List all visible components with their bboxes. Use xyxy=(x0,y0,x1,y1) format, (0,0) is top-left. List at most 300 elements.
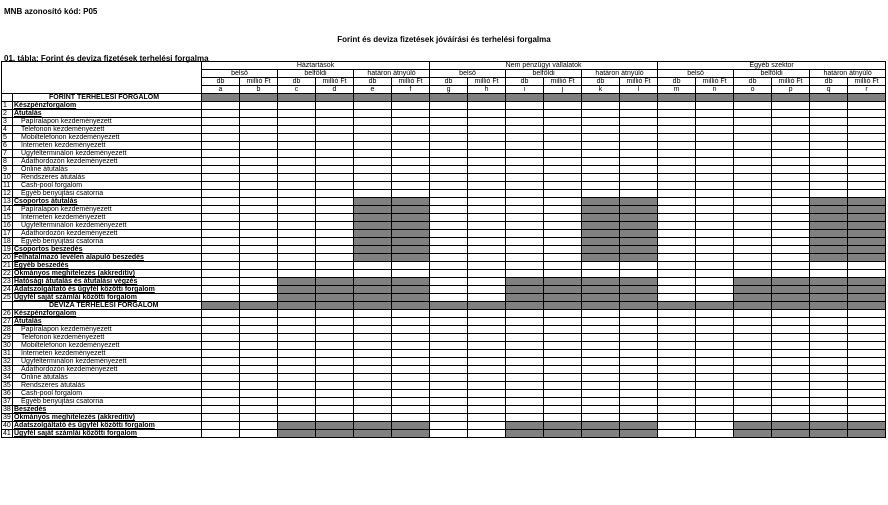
data-cell[interactable] xyxy=(772,102,810,110)
data-cell[interactable] xyxy=(430,134,468,142)
data-cell[interactable] xyxy=(430,358,468,366)
data-cell[interactable] xyxy=(582,366,620,374)
data-cell[interactable] xyxy=(240,326,278,334)
data-cell[interactable] xyxy=(316,214,354,222)
data-cell[interactable] xyxy=(772,358,810,366)
data-cell[interactable] xyxy=(734,182,772,190)
data-cell[interactable] xyxy=(392,334,430,342)
data-cell[interactable] xyxy=(696,254,734,262)
data-cell[interactable] xyxy=(392,134,430,142)
data-cell[interactable] xyxy=(696,358,734,366)
data-cell[interactable] xyxy=(278,334,316,342)
data-cell[interactable] xyxy=(582,390,620,398)
data-cell[interactable] xyxy=(772,150,810,158)
data-cell[interactable] xyxy=(468,254,506,262)
data-cell[interactable] xyxy=(240,134,278,142)
data-cell[interactable] xyxy=(316,334,354,342)
data-cell[interactable] xyxy=(658,398,696,406)
data-cell[interactable] xyxy=(202,110,240,118)
data-cell[interactable] xyxy=(240,206,278,214)
data-cell[interactable] xyxy=(696,206,734,214)
data-cell[interactable] xyxy=(240,342,278,350)
data-cell[interactable] xyxy=(468,118,506,126)
data-cell[interactable] xyxy=(354,142,392,150)
data-cell[interactable] xyxy=(468,158,506,166)
data-cell[interactable] xyxy=(772,222,810,230)
data-cell[interactable] xyxy=(240,334,278,342)
data-cell[interactable] xyxy=(772,374,810,382)
data-cell[interactable] xyxy=(620,406,658,414)
data-cell[interactable] xyxy=(506,118,544,126)
data-cell[interactable] xyxy=(354,262,392,270)
data-cell[interactable] xyxy=(772,270,810,278)
data-cell[interactable] xyxy=(202,350,240,358)
data-cell[interactable] xyxy=(582,310,620,318)
data-cell[interactable] xyxy=(848,366,886,374)
data-cell[interactable] xyxy=(392,318,430,326)
data-cell[interactable] xyxy=(430,334,468,342)
data-cell[interactable] xyxy=(734,310,772,318)
data-cell[interactable] xyxy=(468,398,506,406)
data-cell[interactable] xyxy=(506,110,544,118)
data-cell[interactable] xyxy=(506,174,544,182)
data-cell[interactable] xyxy=(430,222,468,230)
data-cell[interactable] xyxy=(772,182,810,190)
data-cell[interactable] xyxy=(354,182,392,190)
data-cell[interactable] xyxy=(202,166,240,174)
data-cell[interactable] xyxy=(658,430,696,438)
data-cell[interactable] xyxy=(506,318,544,326)
data-cell[interactable] xyxy=(354,406,392,414)
data-cell[interactable] xyxy=(734,414,772,422)
data-cell[interactable] xyxy=(278,382,316,390)
data-cell[interactable] xyxy=(544,206,582,214)
data-cell[interactable] xyxy=(620,310,658,318)
data-cell[interactable] xyxy=(316,238,354,246)
data-cell[interactable] xyxy=(354,382,392,390)
data-cell[interactable] xyxy=(468,166,506,174)
data-cell[interactable] xyxy=(506,238,544,246)
data-cell[interactable] xyxy=(392,326,430,334)
data-cell[interactable] xyxy=(430,414,468,422)
data-cell[interactable] xyxy=(240,270,278,278)
data-cell[interactable] xyxy=(278,222,316,230)
data-cell[interactable] xyxy=(734,334,772,342)
data-cell[interactable] xyxy=(202,142,240,150)
data-cell[interactable] xyxy=(696,318,734,326)
data-cell[interactable] xyxy=(658,102,696,110)
data-cell[interactable] xyxy=(620,102,658,110)
data-cell[interactable] xyxy=(392,142,430,150)
data-cell[interactable] xyxy=(468,406,506,414)
data-cell[interactable] xyxy=(316,398,354,406)
data-cell[interactable] xyxy=(240,222,278,230)
data-cell[interactable] xyxy=(734,406,772,414)
data-cell[interactable] xyxy=(468,182,506,190)
data-cell[interactable] xyxy=(696,398,734,406)
data-cell[interactable] xyxy=(658,166,696,174)
data-cell[interactable] xyxy=(354,358,392,366)
data-cell[interactable] xyxy=(468,310,506,318)
data-cell[interactable] xyxy=(620,150,658,158)
data-cell[interactable] xyxy=(658,118,696,126)
data-cell[interactable] xyxy=(772,254,810,262)
data-cell[interactable] xyxy=(468,222,506,230)
data-cell[interactable] xyxy=(468,174,506,182)
data-cell[interactable] xyxy=(430,382,468,390)
data-cell[interactable] xyxy=(848,118,886,126)
data-cell[interactable] xyxy=(316,342,354,350)
data-cell[interactable] xyxy=(658,254,696,262)
data-cell[interactable] xyxy=(240,422,278,430)
data-cell[interactable] xyxy=(430,254,468,262)
data-cell[interactable] xyxy=(658,294,696,302)
data-cell[interactable] xyxy=(316,174,354,182)
data-cell[interactable] xyxy=(734,366,772,374)
data-cell[interactable] xyxy=(658,318,696,326)
data-cell[interactable] xyxy=(240,246,278,254)
data-cell[interactable] xyxy=(278,254,316,262)
data-cell[interactable] xyxy=(848,166,886,174)
data-cell[interactable] xyxy=(392,374,430,382)
data-cell[interactable] xyxy=(468,334,506,342)
data-cell[interactable] xyxy=(696,406,734,414)
data-cell[interactable] xyxy=(468,318,506,326)
data-cell[interactable] xyxy=(240,126,278,134)
data-cell[interactable] xyxy=(240,318,278,326)
data-cell[interactable] xyxy=(240,198,278,206)
data-cell[interactable] xyxy=(468,150,506,158)
data-cell[interactable] xyxy=(620,342,658,350)
data-cell[interactable] xyxy=(696,134,734,142)
data-cell[interactable] xyxy=(582,270,620,278)
data-cell[interactable] xyxy=(544,262,582,270)
data-cell[interactable] xyxy=(620,142,658,150)
data-cell[interactable] xyxy=(658,278,696,286)
data-cell[interactable] xyxy=(278,270,316,278)
data-cell[interactable] xyxy=(506,182,544,190)
data-cell[interactable] xyxy=(392,150,430,158)
data-cell[interactable] xyxy=(696,286,734,294)
data-cell[interactable] xyxy=(620,382,658,390)
data-cell[interactable] xyxy=(544,398,582,406)
data-cell[interactable] xyxy=(430,310,468,318)
data-cell[interactable] xyxy=(392,342,430,350)
data-cell[interactable] xyxy=(696,102,734,110)
data-cell[interactable] xyxy=(810,406,848,414)
data-cell[interactable] xyxy=(240,414,278,422)
data-cell[interactable] xyxy=(202,358,240,366)
data-cell[interactable] xyxy=(772,174,810,182)
data-cell[interactable] xyxy=(544,142,582,150)
data-cell[interactable] xyxy=(734,158,772,166)
data-cell[interactable] xyxy=(506,246,544,254)
data-cell[interactable] xyxy=(544,230,582,238)
data-cell[interactable] xyxy=(202,326,240,334)
data-cell[interactable] xyxy=(658,190,696,198)
data-cell[interactable] xyxy=(506,414,544,422)
data-cell[interactable] xyxy=(696,222,734,230)
data-cell[interactable] xyxy=(468,358,506,366)
data-cell[interactable] xyxy=(316,118,354,126)
data-cell[interactable] xyxy=(506,334,544,342)
data-cell[interactable] xyxy=(696,422,734,430)
data-cell[interactable] xyxy=(544,182,582,190)
data-cell[interactable] xyxy=(354,374,392,382)
data-cell[interactable] xyxy=(506,310,544,318)
data-cell[interactable] xyxy=(468,214,506,222)
data-cell[interactable] xyxy=(620,318,658,326)
data-cell[interactable] xyxy=(202,414,240,422)
data-cell[interactable] xyxy=(658,134,696,142)
data-cell[interactable] xyxy=(696,382,734,390)
data-cell[interactable] xyxy=(582,374,620,382)
data-cell[interactable] xyxy=(848,150,886,158)
data-cell[interactable] xyxy=(696,294,734,302)
data-cell[interactable] xyxy=(734,198,772,206)
data-cell[interactable] xyxy=(240,254,278,262)
data-cell[interactable] xyxy=(772,110,810,118)
data-cell[interactable] xyxy=(468,286,506,294)
data-cell[interactable] xyxy=(810,190,848,198)
data-cell[interactable] xyxy=(658,334,696,342)
data-cell[interactable] xyxy=(468,102,506,110)
data-cell[interactable] xyxy=(848,318,886,326)
data-cell[interactable] xyxy=(810,166,848,174)
data-cell[interactable] xyxy=(316,150,354,158)
data-cell[interactable] xyxy=(772,350,810,358)
data-cell[interactable] xyxy=(354,398,392,406)
data-cell[interactable] xyxy=(430,206,468,214)
data-cell[interactable] xyxy=(848,158,886,166)
data-cell[interactable] xyxy=(544,198,582,206)
data-cell[interactable] xyxy=(658,366,696,374)
data-cell[interactable] xyxy=(202,318,240,326)
data-cell[interactable] xyxy=(278,358,316,366)
data-cell[interactable] xyxy=(278,318,316,326)
data-cell[interactable] xyxy=(582,334,620,342)
data-cell[interactable] xyxy=(202,222,240,230)
data-cell[interactable] xyxy=(354,414,392,422)
data-cell[interactable] xyxy=(202,270,240,278)
data-cell[interactable] xyxy=(278,246,316,254)
data-cell[interactable] xyxy=(506,166,544,174)
data-cell[interactable] xyxy=(544,358,582,366)
data-cell[interactable] xyxy=(620,334,658,342)
data-cell[interactable] xyxy=(430,422,468,430)
data-cell[interactable] xyxy=(240,158,278,166)
data-cell[interactable] xyxy=(696,390,734,398)
data-cell[interactable] xyxy=(202,278,240,286)
data-cell[interactable] xyxy=(278,310,316,318)
data-cell[interactable] xyxy=(202,190,240,198)
data-cell[interactable] xyxy=(468,230,506,238)
data-cell[interactable] xyxy=(278,366,316,374)
data-cell[interactable] xyxy=(810,326,848,334)
data-cell[interactable] xyxy=(658,406,696,414)
data-cell[interactable] xyxy=(278,110,316,118)
data-cell[interactable] xyxy=(734,150,772,158)
data-cell[interactable] xyxy=(392,358,430,366)
data-cell[interactable] xyxy=(354,390,392,398)
data-cell[interactable] xyxy=(658,158,696,166)
data-cell[interactable] xyxy=(734,398,772,406)
data-cell[interactable] xyxy=(202,398,240,406)
data-cell[interactable] xyxy=(582,174,620,182)
data-cell[interactable] xyxy=(848,142,886,150)
data-cell[interactable] xyxy=(468,198,506,206)
data-cell[interactable] xyxy=(202,342,240,350)
data-cell[interactable] xyxy=(734,342,772,350)
data-cell[interactable] xyxy=(392,262,430,270)
data-cell[interactable] xyxy=(468,382,506,390)
data-cell[interactable] xyxy=(620,270,658,278)
data-cell[interactable] xyxy=(240,182,278,190)
data-cell[interactable] xyxy=(544,406,582,414)
data-cell[interactable] xyxy=(772,406,810,414)
data-cell[interactable] xyxy=(506,390,544,398)
data-cell[interactable] xyxy=(620,398,658,406)
data-cell[interactable] xyxy=(734,102,772,110)
data-cell[interactable] xyxy=(430,166,468,174)
data-cell[interactable] xyxy=(582,326,620,334)
data-cell[interactable] xyxy=(202,406,240,414)
data-cell[interactable] xyxy=(430,198,468,206)
data-cell[interactable] xyxy=(734,246,772,254)
data-cell[interactable] xyxy=(240,398,278,406)
data-cell[interactable] xyxy=(316,262,354,270)
data-cell[interactable] xyxy=(772,246,810,254)
data-cell[interactable] xyxy=(734,382,772,390)
data-cell[interactable] xyxy=(696,118,734,126)
data-cell[interactable] xyxy=(240,110,278,118)
data-cell[interactable] xyxy=(392,310,430,318)
data-cell[interactable] xyxy=(734,238,772,246)
data-cell[interactable] xyxy=(506,406,544,414)
data-cell[interactable] xyxy=(240,238,278,246)
data-cell[interactable] xyxy=(810,350,848,358)
data-cell[interactable] xyxy=(316,230,354,238)
data-cell[interactable] xyxy=(544,166,582,174)
data-cell[interactable] xyxy=(772,190,810,198)
data-cell[interactable] xyxy=(202,238,240,246)
data-cell[interactable] xyxy=(278,198,316,206)
data-cell[interactable] xyxy=(240,294,278,302)
data-cell[interactable] xyxy=(278,350,316,358)
data-cell[interactable] xyxy=(202,286,240,294)
data-cell[interactable] xyxy=(240,382,278,390)
data-cell[interactable] xyxy=(430,126,468,134)
data-cell[interactable] xyxy=(468,270,506,278)
data-cell[interactable] xyxy=(278,406,316,414)
data-cell[interactable] xyxy=(848,342,886,350)
data-cell[interactable] xyxy=(810,342,848,350)
data-cell[interactable] xyxy=(506,366,544,374)
data-cell[interactable] xyxy=(848,350,886,358)
data-cell[interactable] xyxy=(696,150,734,158)
data-cell[interactable] xyxy=(202,334,240,342)
data-cell[interactable] xyxy=(354,102,392,110)
data-cell[interactable] xyxy=(202,134,240,142)
data-cell[interactable] xyxy=(430,238,468,246)
data-cell[interactable] xyxy=(506,374,544,382)
data-cell[interactable] xyxy=(734,126,772,134)
data-cell[interactable] xyxy=(354,174,392,182)
data-cell[interactable] xyxy=(582,342,620,350)
data-cell[interactable] xyxy=(810,374,848,382)
data-cell[interactable] xyxy=(544,158,582,166)
data-cell[interactable] xyxy=(810,414,848,422)
data-cell[interactable] xyxy=(354,166,392,174)
data-cell[interactable] xyxy=(620,166,658,174)
data-cell[interactable] xyxy=(696,198,734,206)
data-cell[interactable] xyxy=(696,238,734,246)
data-cell[interactable] xyxy=(354,126,392,134)
data-cell[interactable] xyxy=(582,158,620,166)
data-cell[interactable] xyxy=(848,270,886,278)
data-cell[interactable] xyxy=(810,390,848,398)
data-cell[interactable] xyxy=(582,406,620,414)
data-cell[interactable] xyxy=(316,102,354,110)
data-cell[interactable] xyxy=(620,366,658,374)
data-cell[interactable] xyxy=(848,110,886,118)
data-cell[interactable] xyxy=(430,158,468,166)
data-cell[interactable] xyxy=(810,102,848,110)
data-cell[interactable] xyxy=(658,358,696,366)
data-cell[interactable] xyxy=(810,358,848,366)
data-cell[interactable] xyxy=(316,382,354,390)
data-cell[interactable] xyxy=(430,406,468,414)
data-cell[interactable] xyxy=(810,150,848,158)
data-cell[interactable] xyxy=(620,390,658,398)
data-cell[interactable] xyxy=(734,326,772,334)
data-cell[interactable] xyxy=(354,310,392,318)
data-cell[interactable] xyxy=(810,366,848,374)
data-cell[interactable] xyxy=(202,230,240,238)
data-cell[interactable] xyxy=(316,326,354,334)
data-cell[interactable] xyxy=(316,166,354,174)
data-cell[interactable] xyxy=(392,382,430,390)
data-cell[interactable] xyxy=(278,190,316,198)
data-cell[interactable] xyxy=(468,246,506,254)
data-cell[interactable] xyxy=(202,198,240,206)
data-cell[interactable] xyxy=(696,182,734,190)
data-cell[interactable] xyxy=(202,382,240,390)
data-cell[interactable] xyxy=(202,374,240,382)
data-cell[interactable] xyxy=(316,182,354,190)
data-cell[interactable] xyxy=(240,174,278,182)
data-cell[interactable] xyxy=(734,118,772,126)
data-cell[interactable] xyxy=(696,214,734,222)
data-cell[interactable] xyxy=(278,134,316,142)
data-cell[interactable] xyxy=(392,366,430,374)
data-cell[interactable] xyxy=(506,206,544,214)
data-cell[interactable] xyxy=(316,198,354,206)
data-cell[interactable] xyxy=(772,414,810,422)
data-cell[interactable] xyxy=(430,366,468,374)
data-cell[interactable] xyxy=(544,190,582,198)
data-cell[interactable] xyxy=(620,190,658,198)
data-cell[interactable] xyxy=(658,326,696,334)
data-cell[interactable] xyxy=(696,262,734,270)
data-cell[interactable] xyxy=(316,222,354,230)
data-cell[interactable] xyxy=(658,286,696,294)
data-cell[interactable] xyxy=(582,262,620,270)
data-cell[interactable] xyxy=(202,366,240,374)
data-cell[interactable] xyxy=(430,214,468,222)
data-cell[interactable] xyxy=(620,182,658,190)
data-cell[interactable] xyxy=(506,134,544,142)
